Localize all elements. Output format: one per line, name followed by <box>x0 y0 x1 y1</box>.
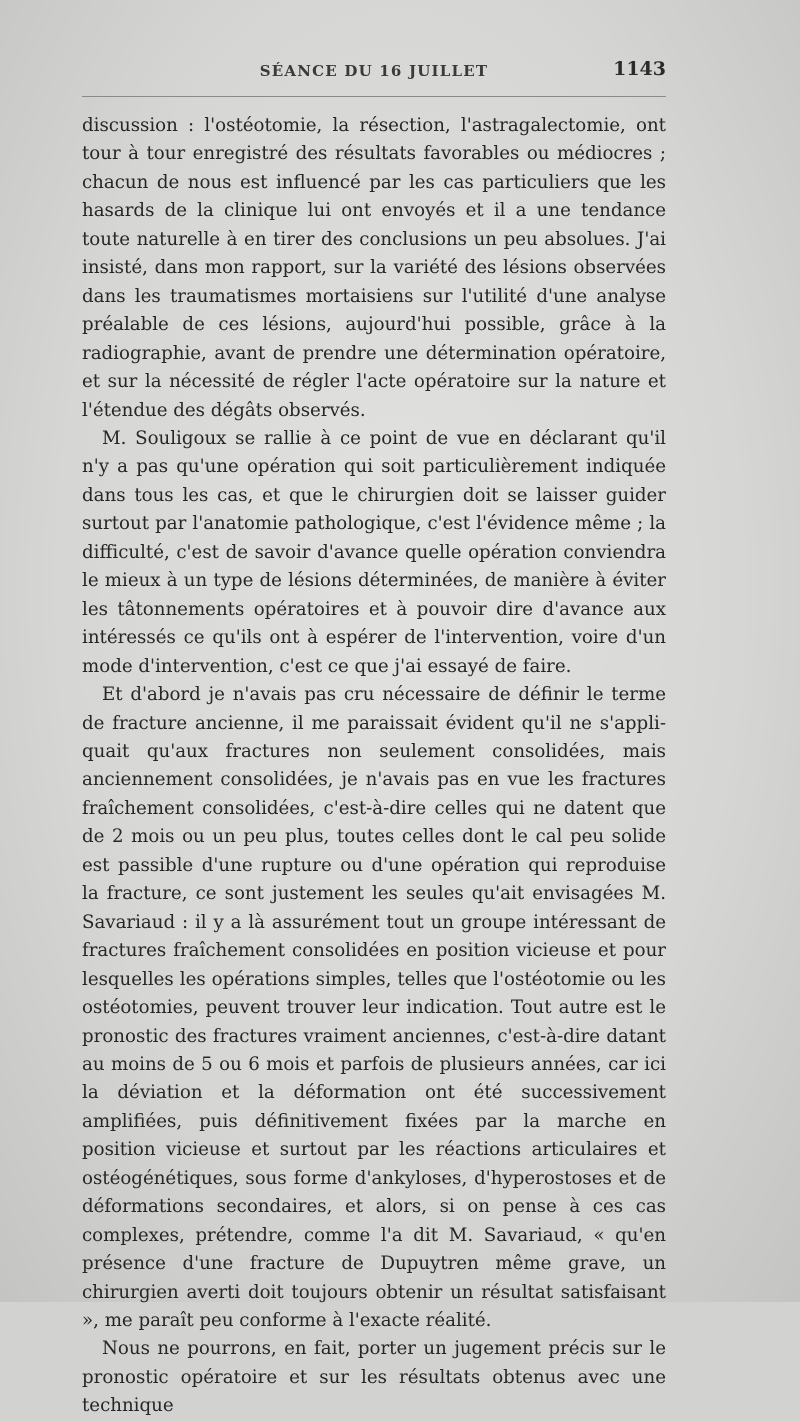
paragraph-continued: discussion : l'ostéotomie, la résection, l'astragalectomie, ont tour à tour enregistré des résultats favorables ou médiocres ; chacun de nous est influencé par les cas particuliers que les hasards de la clinique lui ont envoyés et il a une tendance toute naturelle à en tirer des conclusions un peu absolues. J'ai insisté, dans mon rapport, sur la variété des lésions observées dans les traumatismes mortaisiens sur l'utilité d'une analyse préalable de ces lésions, aujourd'hui possible, grâce à la radiographie, avant de prendre une détermination opératoire, et sur la nécessité de régler l'acte opératoire sur la nature et l'étendue des dégâts observés. <box>82 115 666 421</box>
running-title: SÉANCE DU 16 JUILLET <box>259 62 489 80</box>
running-header <box>82 54 666 90</box>
paragraph-pronostic: Nous ne pourrons, en fait, porter un jugement précis sur le pronostic opératoire et sur les résultats obtenus avec une technique <box>82 1338 666 1417</box>
page-number: 1143 <box>613 58 666 80</box>
body-text <box>82 112 666 1421</box>
header-rule <box>82 96 666 97</box>
paragraph-fracture-ancienne: Et d'abord je n'avais pas cru nécessaire de définir le terme de fracture ancienne, il me paraissait évident qu'il ne s'appliquait qu'aux fractures non seulement consolidées, mais anciennement consolidées, je n'avais pas en vue les fractures fraîchement consolidées, c'est-à-dire celles qui ne datent que de 2 mois ou un peu plus, toutes celles dont le cal peu solide est passible d'une rupture ou d'une opération qui reproduise la fracture, ce sont justement les seules qu'ait envisagées M. Savariaud : il y a là assurément tout un groupe intéressant de fractures fraîchement consolidées en position vicieuse et pour lesquelles les opérations simples, telles que l'ostéotomie ou les ostéotomies, peuvent trouver leur indication. Tout autre est le pronostic des fractures vraiment anciennes, c'est-à-dire datant au moins de 5 ou 6 mois et parfois de plusieurs années, car ici la déviation et la déformation ont été successivement amplifiées, puis définitivement fixées par la marche en position vicieuse et surtout par les réactions articulaires et ostéogénétiques, sous forme d'ankyloses, d'hyperostoses et de déformations secondaires, et alors, si on pense à ces cas complexes, prétendre, comme l'a dit M. Savariaud, « qu'en présence d'une fracture de Dupuytren même grave, un chirurgien averti doit toujours obtenir un résultat satisfaisant », me paraît peu conforme à l'exacte réalité. <box>82 684 666 1332</box>
paragraph-souligoux: M. Souligoux se rallie à ce point de vue en déclarant qu'il n'y a pas qu'une opération qui soit particulièrement indiquée dans tous les cas, et que le chirurgien doit se laisser guider surtout par l'anatomie pathologique, c'est l'évidence même ; la difficulté, c'est de savoir d'avance quelle opération conviendra le mieux à un type de lésions déterminées, de manière à éviter les tâtonnements opératoires et à pouvoir dire d'avance aux intéressés ce qu'ils ont à espérer de l'intervention, voire d'un mode d'intervention, c'est ce que j'ai essayé de faire. <box>82 427 666 677</box>
